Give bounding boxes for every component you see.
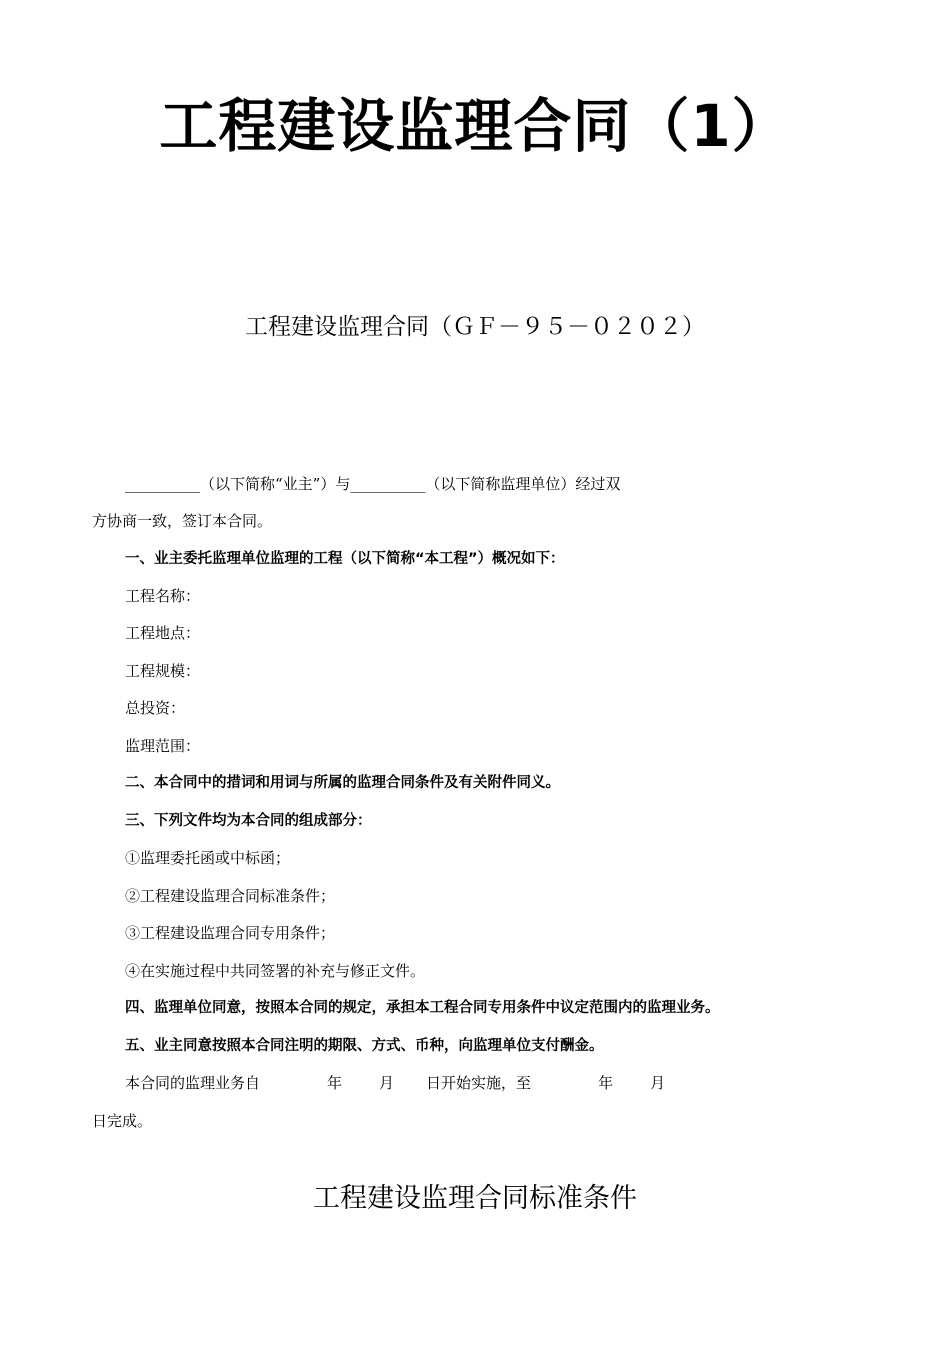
clause-1-heading: 一、业主委托监理单位监理的工程（以下简称“本工程”）概况如下：: [125, 551, 565, 567]
clause-3-item: ②工程建设监理合同标准条件；: [125, 887, 336, 905]
service-period-line: [125, 1073, 665, 1093]
field-total-investment: 总投资：: [125, 699, 186, 717]
preamble-line-2: 方协商一致，签订本合同。: [92, 512, 273, 530]
preamble-line-1: __________（以下简称“业主”）与__________（以下简称监理单位）经过双: [125, 475, 621, 493]
field-project-location: 工程地点：: [125, 624, 201, 642]
clause-5: 五、业主同意按照本合同注明的期限、方式、币种，向监理单位支付酬金。: [125, 1038, 604, 1054]
period-prefix: 本合同的监理业务自: [125, 1074, 261, 1092]
clause-4: 四、监理单位同意，按照本合同的规定，承担本工程合同专用条件中议定范围内的监理业务。: [125, 1000, 720, 1016]
period-month-1: 月: [379, 1074, 395, 1092]
clause-3-item: ①监理委托函或中标函；: [125, 849, 291, 867]
main-title: 工程建设监理合同（1）: [159, 92, 791, 160]
clause-2: 二、本合同中的措词和用词与所属的监理合同条件及有关附件同义。: [125, 775, 560, 791]
period-end: 日完成。: [92, 1112, 153, 1130]
period-year-1: 年: [327, 1074, 343, 1092]
period-mid: 日开始实施，至: [426, 1074, 532, 1092]
section-title: 工程建设监理合同标准条件: [313, 1183, 637, 1214]
field-project-scale: 工程规模：: [125, 662, 201, 680]
contract-subtitle: 工程建设监理合同（ＧＦ－９５－０２０２）: [245, 314, 705, 340]
clause-3-item: ④在实施过程中共同签署的补充与修正文件。: [125, 962, 426, 980]
clause-3-heading: 三、下列文件均为本合同的组成部分：: [125, 813, 372, 829]
period-month-2: 月: [650, 1074, 666, 1092]
period-year-2: 年: [598, 1074, 614, 1092]
field-project-name: 工程名称：: [125, 587, 201, 605]
clause-3-item: ③工程建设监理合同专用条件；: [125, 924, 336, 942]
field-supervision-scope: 监理范围：: [125, 737, 201, 755]
